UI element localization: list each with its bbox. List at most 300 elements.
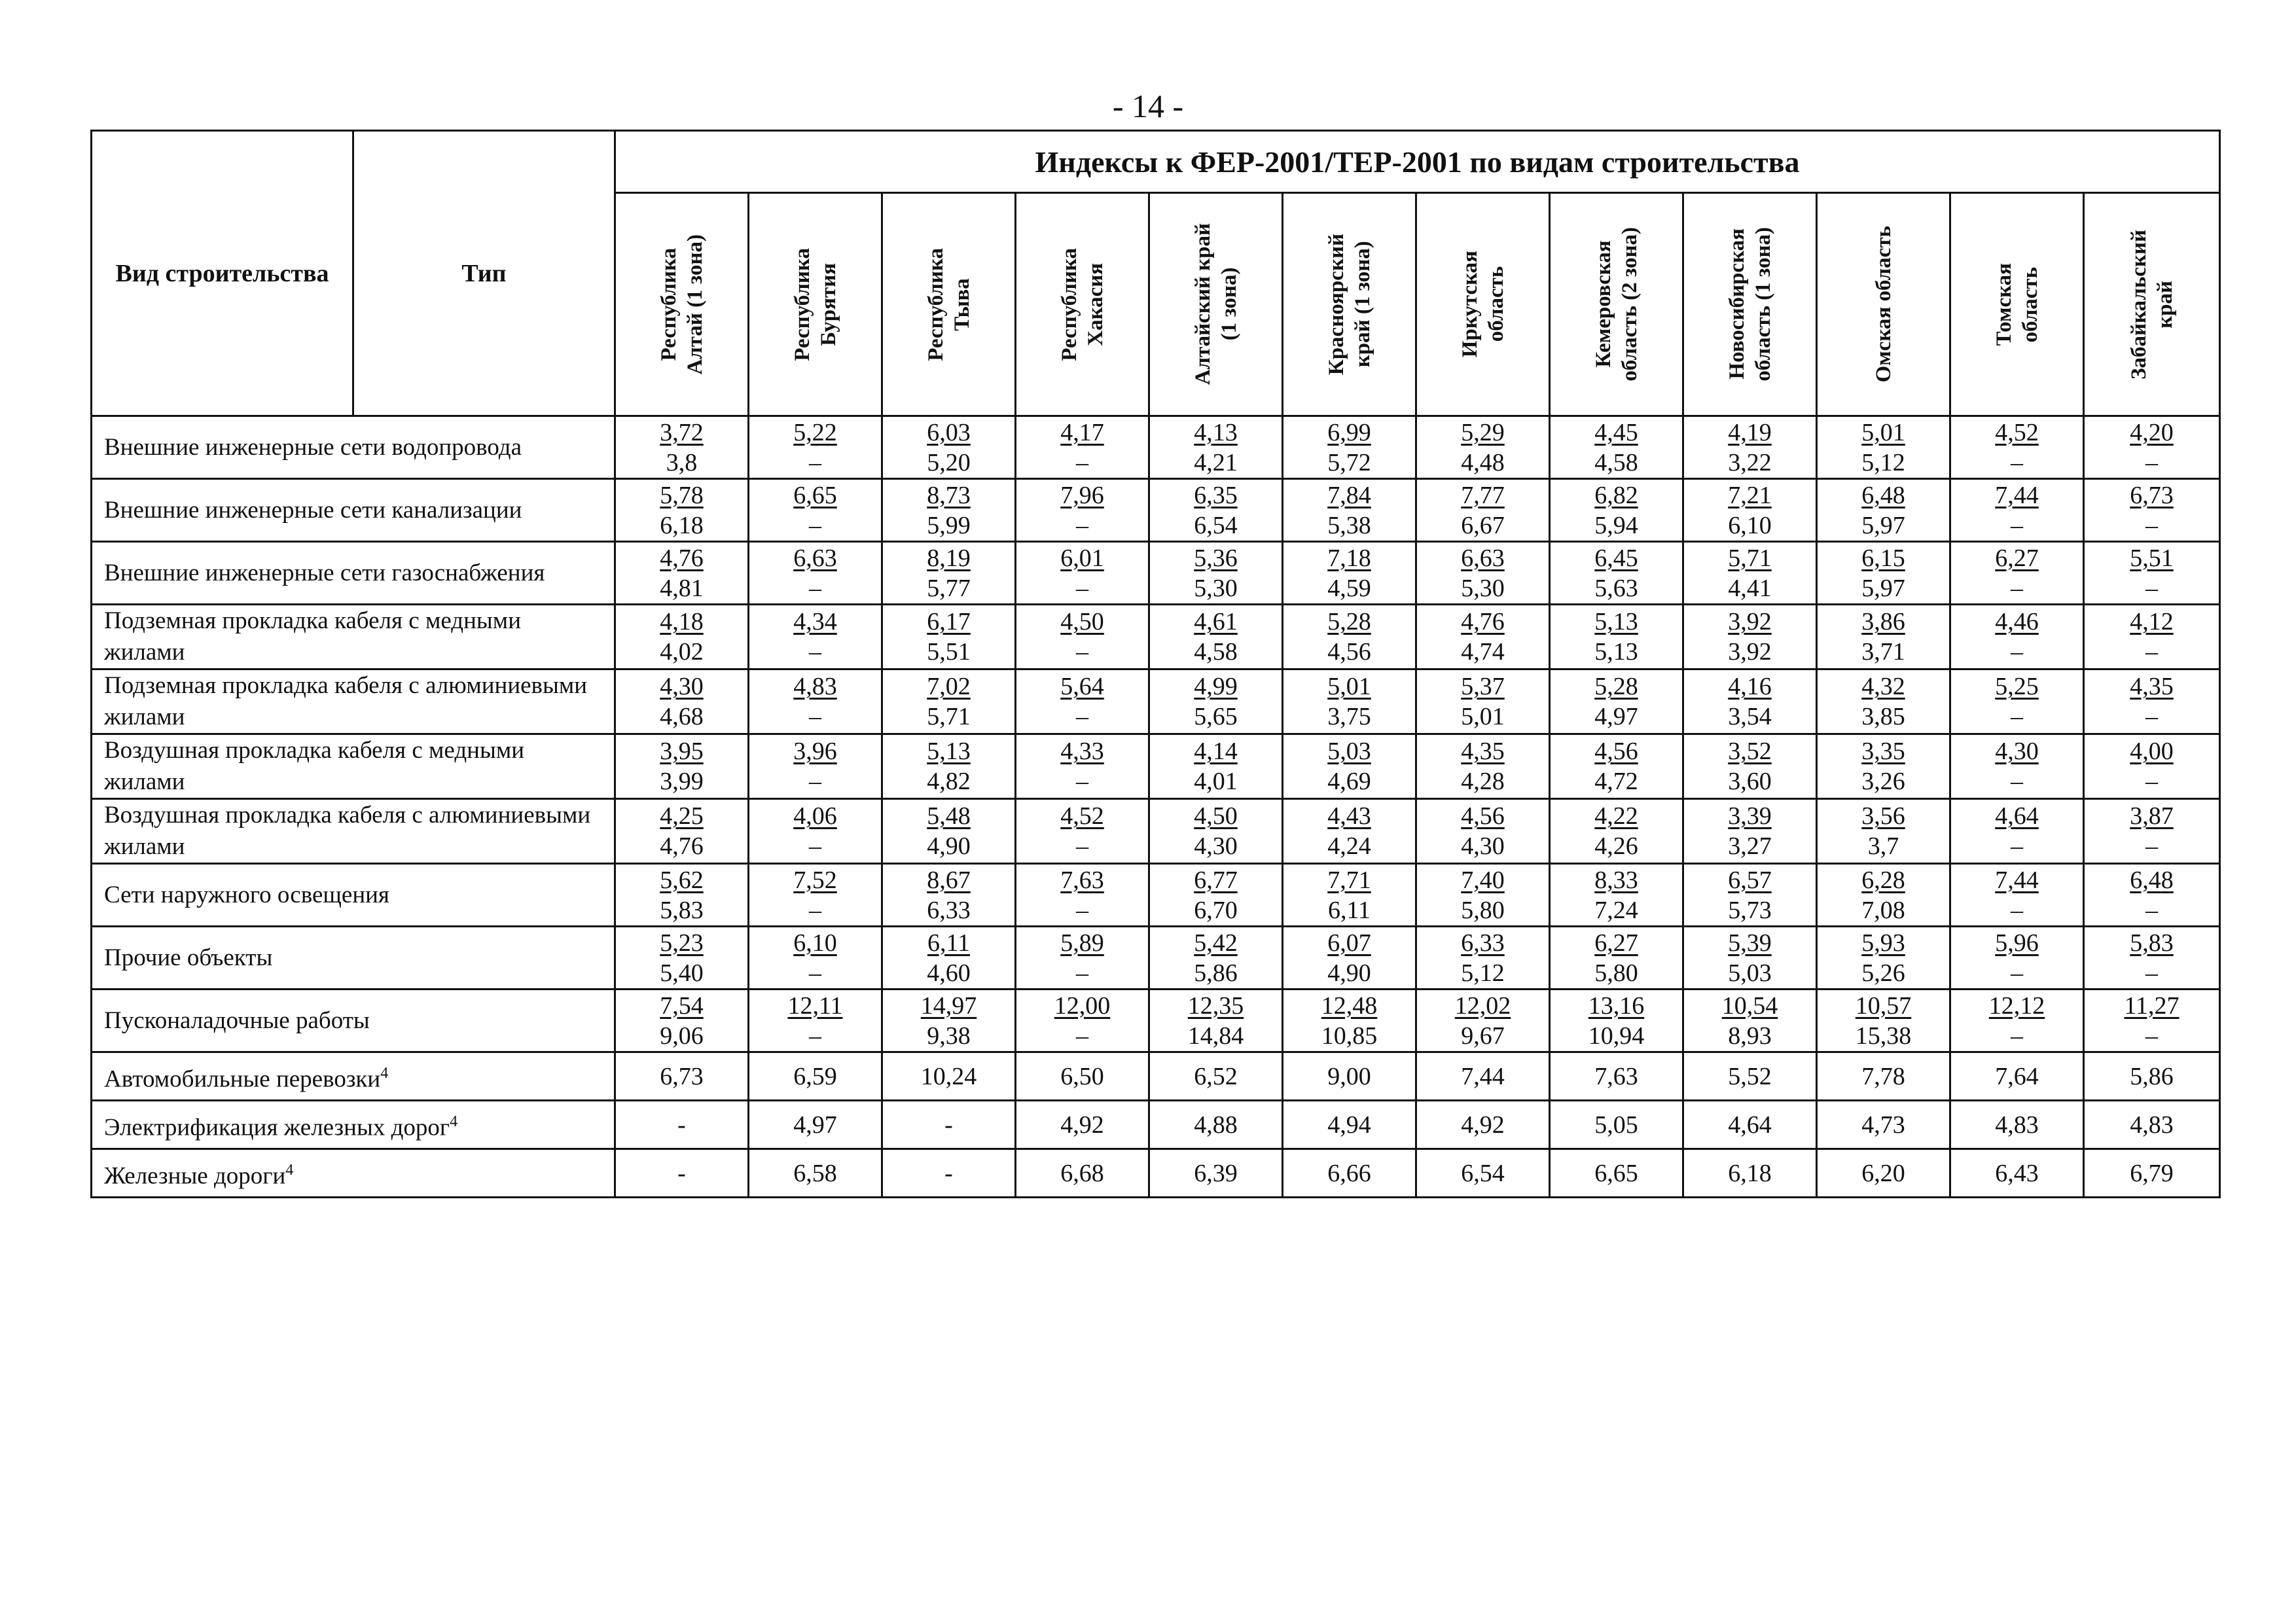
index-value-bottom: – (2011, 1022, 2023, 1050)
index-value-top: 7,44 (1995, 481, 2039, 509)
index-value-bottom: 5,83 (660, 896, 704, 924)
index-cell (1283, 734, 1416, 799)
index-cell (1550, 799, 1683, 864)
region-name: Иркутская область (1458, 251, 1508, 358)
index-value-top: 4,45 (1594, 418, 1638, 446)
index-value-bottom: 4,30 (1194, 832, 1238, 860)
index-value-top: 3,35 (1861, 738, 1905, 765)
index-cell (1550, 416, 1683, 479)
index-cell (1283, 927, 1416, 990)
region-name: Республика Бурятия (790, 247, 840, 361)
index-cell: 6,18 (1683, 1149, 1817, 1198)
index-value-bottom: – (2145, 896, 2158, 924)
index-cell: - (882, 1149, 1016, 1198)
index-value-bottom: 6,10 (1728, 511, 1772, 539)
index-cell: 6,58 (749, 1149, 882, 1198)
index-value-top: 7,18 (1327, 544, 1371, 572)
index-value-top: 5,22 (793, 418, 837, 446)
index-value-top: 7,54 (660, 991, 704, 1020)
index-cell (615, 605, 749, 669)
index-value-top: 7,21 (1728, 481, 1772, 509)
index-value-bottom: 5,97 (1861, 574, 1905, 602)
index-value-bottom: 9,67 (1461, 1022, 1505, 1050)
index-value-bottom: 10,85 (1321, 1022, 1378, 1050)
index-cell (1283, 669, 1416, 734)
index-cell (882, 479, 1016, 542)
index-cell (1950, 416, 2084, 479)
index-cell (615, 416, 749, 479)
index-value-top: 12,00 (1054, 991, 1111, 1020)
index-cell (1817, 990, 1950, 1052)
index-cell (749, 542, 882, 605)
index-value-top: 4,18 (660, 608, 704, 635)
index-value-top: 4,30 (660, 673, 704, 700)
table-row (92, 669, 2220, 734)
index-value-top: 4,99 (1194, 673, 1238, 700)
index-cell: 4,92 (1016, 1101, 1149, 1149)
index-value-bottom: 5,12 (1461, 959, 1505, 987)
index-value-bottom: 7,24 (1594, 896, 1638, 924)
index-value-top: 5,25 (1995, 673, 2039, 700)
index-value-bottom: 9,06 (660, 1022, 704, 1050)
region-header (615, 193, 749, 416)
index-cell (1683, 669, 1817, 734)
index-value-bottom: 5,73 (1728, 896, 1772, 924)
index-value-top: 7,96 (1060, 481, 1104, 509)
index-value-bottom: – (2145, 959, 2158, 987)
row-label: Внешние инженерные сети водопровода (92, 416, 615, 479)
index-cell: 4,83 (1950, 1101, 2084, 1149)
index-cell (1683, 605, 1817, 669)
index-cell (1416, 864, 1550, 927)
index-value-top: 5,51 (2130, 544, 2174, 572)
index-cell (1416, 927, 1550, 990)
region-header (1283, 193, 1416, 416)
row-label-text: Железные дороги (104, 1162, 286, 1190)
index-cell (615, 542, 749, 605)
footnote-mark: 4 (380, 1064, 389, 1082)
region-name: Омская область (1871, 226, 1895, 383)
index-value-top: 6,48 (1861, 481, 1905, 509)
index-value-bottom: 5,97 (1861, 511, 1905, 539)
index-value-top: 7,71 (1327, 866, 1371, 894)
index-value-top: 4,46 (1995, 608, 2039, 635)
index-value-bottom: – (809, 832, 821, 860)
index-cell (1683, 864, 1817, 927)
index-value-bottom: 4,41 (1728, 574, 1772, 602)
index-value-bottom: – (2145, 574, 2158, 602)
index-value-top: 10,57 (1855, 991, 1912, 1020)
index-cell: 9,00 (1283, 1052, 1416, 1101)
index-value-top: 4,19 (1728, 418, 1772, 446)
index-value-top: 5,03 (1327, 738, 1371, 765)
region-name: Забайкальский край (2126, 229, 2177, 380)
index-cell (749, 990, 882, 1052)
index-cell (749, 416, 882, 479)
index-cell (2084, 927, 2220, 990)
index-cell: 6,52 (1149, 1052, 1283, 1101)
index-value-top: 4,32 (1861, 673, 1905, 700)
index-value-top: 7,63 (1060, 866, 1104, 894)
index-value-bottom: 4,76 (660, 832, 704, 860)
index-cell (1817, 605, 1950, 669)
index-value-top: 5,39 (1728, 929, 1772, 957)
index-value-top: 7,02 (927, 673, 971, 700)
index-value-bottom: 4,90 (927, 832, 971, 860)
index-value-top: 4,35 (1461, 738, 1505, 765)
index-cell (749, 927, 882, 990)
index-cell (1149, 416, 1283, 479)
index-value-bottom: – (1076, 511, 1088, 539)
index-value-top: 4,06 (793, 802, 837, 830)
index-value-bottom: – (1076, 638, 1088, 666)
index-value-bottom: – (809, 448, 821, 476)
index-value-bottom: 4,28 (1461, 768, 1505, 795)
index-value-top: 13,16 (1588, 991, 1645, 1020)
index-cell (1016, 479, 1149, 542)
index-value-bottom: 4,56 (1327, 638, 1371, 666)
index-cell (2084, 416, 2220, 479)
index-value-bottom: – (2011, 574, 2023, 602)
index-value-bottom: 5,40 (660, 959, 704, 987)
index-value-top: 4,61 (1194, 608, 1238, 635)
index-cell (1683, 990, 1817, 1052)
index-value-top: 4,43 (1327, 802, 1371, 830)
index-value-top: 6,27 (1995, 544, 2039, 572)
region-name: Республика Хакасия (1057, 247, 1107, 361)
index-value-bottom: 3,85 (1861, 703, 1905, 730)
index-value-bottom: 4,30 (1461, 832, 1505, 860)
index-value-top: 4,13 (1194, 418, 1238, 446)
region-name: Новосибирская область (1 зона) (1725, 227, 1775, 382)
row-label-text: Электрификация железных дорог (104, 1114, 450, 1141)
index-value-bottom: 6,11 (1327, 896, 1371, 924)
region-header (882, 193, 1016, 416)
index-value-bottom: – (1076, 1022, 1088, 1050)
index-value-top: 12,11 (787, 991, 843, 1020)
index-cell (749, 799, 882, 864)
index-cell (882, 864, 1016, 927)
index-value-top: 14,97 (920, 991, 977, 1020)
index-cell: 4,97 (749, 1101, 882, 1149)
index-value-top: 5,48 (927, 802, 971, 830)
index-cell (882, 799, 1016, 864)
index-cell (749, 734, 882, 799)
index-cell (1550, 864, 1683, 927)
index-value-bottom: 4,97 (1594, 703, 1638, 730)
index-value-bottom: – (1076, 448, 1088, 476)
index-cell (1416, 799, 1550, 864)
index-value-top: 6,57 (1728, 866, 1772, 894)
index-value-bottom: 4,82 (927, 768, 971, 795)
row-label: Сети наружного освещения (92, 864, 615, 927)
index-value-top: 3,56 (1861, 802, 1905, 830)
index-value-bottom: – (2145, 511, 2158, 539)
index-value-top: 4,50 (1060, 608, 1104, 635)
index-value-top: 4,76 (660, 544, 704, 572)
index-cell (1950, 927, 2084, 990)
index-cell: 7,44 (1416, 1052, 1550, 1101)
index-cell (1550, 479, 1683, 542)
index-value-bottom: 5,80 (1594, 959, 1638, 987)
index-value-top: 5,01 (1861, 418, 1905, 446)
index-value-top: 4,64 (1995, 802, 2039, 830)
index-value-top: 6,63 (793, 544, 837, 572)
index-value-top: 5,13 (1594, 608, 1638, 635)
index-cell (1416, 734, 1550, 799)
index-value-top: 5,62 (660, 866, 704, 894)
index-value-bottom: 5,38 (1327, 511, 1371, 539)
index-value-bottom: 6,18 (660, 511, 704, 539)
index-value-bottom: 5,51 (927, 638, 971, 666)
region-header (1016, 193, 1149, 416)
region-name: Алтайский край (1 зона) (1191, 223, 1241, 385)
index-cell (1550, 605, 1683, 669)
index-value-top: 3,72 (660, 418, 704, 446)
index-cell (1149, 734, 1283, 799)
index-value-bottom: – (2011, 768, 2023, 795)
region-header (1683, 193, 1817, 416)
index-value-top: 4,83 (793, 673, 837, 700)
index-value-bottom: – (809, 959, 821, 987)
index-value-top: 12,48 (1321, 991, 1378, 1020)
index-value-top: 6,65 (793, 481, 837, 509)
index-cell: 10,24 (882, 1052, 1016, 1101)
index-cell (1950, 864, 2084, 927)
index-cell (882, 927, 1016, 990)
index-value-top: 3,96 (793, 738, 837, 765)
index-value-bottom: 4,24 (1327, 832, 1371, 860)
index-cell: 6,54 (1416, 1149, 1550, 1198)
index-cell (1016, 927, 1149, 990)
index-value-bottom: – (2011, 511, 2023, 539)
index-cell (1149, 605, 1283, 669)
index-value-top: 5,71 (1728, 544, 1772, 572)
index-value-bottom: 4,26 (1594, 832, 1638, 860)
index-value-bottom: – (1076, 896, 1088, 924)
index-value-top: 6,73 (2130, 481, 2174, 509)
index-value-top: 8,19 (927, 544, 971, 572)
index-cell: 4,64 (1683, 1101, 1817, 1149)
index-value-bottom: – (809, 1022, 821, 1050)
index-value-bottom: 8,93 (1728, 1022, 1772, 1050)
index-cell (1016, 416, 1149, 479)
index-cell (1149, 864, 1283, 927)
index-cell (1950, 605, 2084, 669)
index-value-bottom: 3,8 (666, 448, 698, 476)
index-value-top: 5,01 (1327, 673, 1371, 700)
index-value-top: 4,50 (1194, 802, 1238, 830)
index-cell: 4,88 (1149, 1101, 1283, 1149)
index-value-bottom: 7,08 (1861, 896, 1905, 924)
index-value-bottom: 5,65 (1194, 703, 1238, 730)
index-value-top: 4,33 (1060, 738, 1104, 765)
header-indices-title: Индексы к ФЕР-2001/ТЕР-2001 по видам строительства (615, 131, 2220, 193)
index-value-top: 8,67 (927, 866, 971, 894)
index-cell: 6,79 (2084, 1149, 2220, 1198)
index-value-top: 4,76 (1461, 608, 1505, 635)
index-value-bottom: 4,02 (660, 638, 704, 666)
index-cell (2084, 669, 2220, 734)
index-value-bottom: 3,27 (1728, 832, 1772, 860)
index-cell (1817, 479, 1950, 542)
index-value-bottom: 3,54 (1728, 703, 1772, 730)
index-cell: 7,63 (1550, 1052, 1683, 1101)
index-value-bottom: – (2011, 896, 2023, 924)
index-cell (882, 734, 1016, 799)
index-value-bottom: – (809, 638, 821, 666)
index-cell (1416, 605, 1550, 669)
row-label: Прочие объекты (92, 927, 615, 990)
index-value-top: 5,89 (1060, 929, 1104, 957)
index-value-bottom: 15,38 (1855, 1022, 1912, 1050)
region-header (1950, 193, 2084, 416)
index-value-bottom: – (2011, 832, 2023, 860)
index-cell (615, 479, 749, 542)
index-value-top: 6,77 (1194, 866, 1238, 894)
index-value-bottom: 3,26 (1861, 768, 1905, 795)
index-value-top: 5,13 (927, 738, 971, 765)
region-name: Томская область (1992, 262, 2042, 346)
index-value-bottom: 3,99 (660, 768, 704, 795)
page-number: - 14 - (1112, 88, 1184, 124)
index-value-bottom: 6,54 (1194, 511, 1238, 539)
index-cell (1416, 416, 1550, 479)
index-value-bottom: 4,74 (1461, 638, 1505, 666)
footnote-mark: 4 (450, 1113, 458, 1130)
index-value-bottom: 5,03 (1728, 959, 1772, 987)
index-value-top: 5,64 (1060, 673, 1104, 700)
index-value-top: 5,28 (1327, 608, 1371, 635)
index-cell (1149, 479, 1283, 542)
index-value-bottom: – (2145, 703, 2158, 730)
table-row (92, 864, 2220, 927)
index-cell (1283, 542, 1416, 605)
index-value-bottom: – (1076, 832, 1088, 860)
index-cell: 4,83 (2084, 1101, 2220, 1149)
index-value-top: 7,44 (1995, 866, 2039, 894)
index-value-bottom: 4,90 (1327, 959, 1371, 987)
index-value-top: 5,83 (2130, 929, 2174, 957)
index-cell (1283, 479, 1416, 542)
index-cell (1283, 416, 1416, 479)
index-cell (1950, 542, 2084, 605)
index-value-top: 5,42 (1194, 929, 1238, 957)
index-value-top: 3,87 (2130, 802, 2174, 830)
index-cell (615, 669, 749, 734)
index-value-top: 6,17 (927, 608, 971, 635)
index-value-top: 5,37 (1461, 673, 1505, 700)
index-value-top: 6,07 (1327, 929, 1371, 957)
index-value-bottom: 6,67 (1461, 511, 1505, 539)
table-row (92, 1149, 2220, 1198)
index-cell (1817, 669, 1950, 734)
index-value-top: 6,03 (927, 418, 971, 446)
index-value-top: 6,63 (1461, 544, 1505, 572)
table-body (92, 416, 2220, 1198)
index-value-top: 4,25 (660, 802, 704, 830)
index-value-bottom: – (809, 768, 821, 795)
index-cell: 7,64 (1950, 1052, 2084, 1101)
index-cell (1683, 799, 1817, 864)
index-value-bottom: – (1076, 703, 1088, 730)
header-construction-kind: Вид строительства (92, 131, 353, 416)
index-value-bottom: 4,21 (1194, 448, 1238, 476)
index-value-top: 6,11 (927, 929, 971, 957)
index-cell: 7,78 (1817, 1052, 1950, 1101)
region-name: Республика Алтай (1 зона) (656, 234, 707, 375)
index-value-top: 3,92 (1728, 608, 1772, 635)
index-cell (1016, 605, 1149, 669)
index-cell (882, 669, 1016, 734)
index-value-top: 3,52 (1728, 738, 1772, 765)
index-cell (1016, 542, 1149, 605)
index-value-top: 4,12 (2130, 608, 2174, 635)
index-cell: - (615, 1101, 749, 1149)
row-label: Пусконаладочные работы (92, 990, 615, 1052)
index-value-top: 6,35 (1194, 481, 1238, 509)
row-label: Воздушная прокладка кабеля с медными жилами (92, 734, 615, 799)
row-label-text: Автомобильные перевозки (104, 1065, 381, 1093)
index-cell (882, 605, 1016, 669)
table-row (92, 1052, 2220, 1101)
index-cell (1683, 416, 1817, 479)
index-value-top: 7,77 (1461, 481, 1505, 509)
index-value-top: 4,56 (1594, 738, 1638, 765)
index-value-bottom: – (2011, 703, 2023, 730)
index-value-bottom: 5,63 (1594, 574, 1638, 602)
index-value-bottom: 4,58 (1194, 638, 1238, 666)
index-value-top: 10,54 (1721, 991, 1778, 1020)
index-value-bottom: 5,71 (927, 703, 971, 730)
index-cell: 4,94 (1283, 1101, 1416, 1149)
index-cell (749, 669, 882, 734)
index-value-top: 5,23 (660, 929, 704, 957)
index-value-bottom: – (2011, 959, 2023, 987)
index-cell (2084, 864, 2220, 927)
row-label: Внешние инженерные сети газоснабжения (92, 542, 615, 605)
index-value-top: 5,36 (1194, 544, 1238, 572)
index-value-bottom: – (809, 511, 821, 539)
index-value-top: 7,84 (1327, 481, 1371, 509)
index-value-top: 6,99 (1327, 418, 1371, 446)
index-value-bottom: 3,92 (1728, 638, 1772, 666)
row-label (92, 1052, 615, 1101)
index-cell: 6,43 (1950, 1149, 2084, 1198)
table-row (92, 605, 2220, 669)
row-label (92, 1149, 615, 1198)
index-value-bottom: 5,77 (927, 574, 971, 602)
index-cell (1149, 990, 1283, 1052)
index-cell (1817, 416, 1950, 479)
index-value-top: 5,96 (1995, 929, 2039, 957)
index-value-top: 4,52 (1060, 802, 1104, 830)
index-value-top: 12,12 (1988, 991, 2045, 1020)
index-cell (1550, 542, 1683, 605)
index-cell (1016, 734, 1149, 799)
index-value-bottom: 5,12 (1861, 448, 1905, 476)
index-value-top: 7,52 (793, 866, 837, 894)
index-cell (615, 799, 749, 864)
index-cell (1550, 734, 1683, 799)
index-value-top: 5,93 (1861, 929, 1905, 957)
index-value-top: 12,02 (1454, 991, 1511, 1020)
index-cell (882, 990, 1016, 1052)
index-cell (1817, 927, 1950, 990)
row-label: Подземная прокладка кабеля с медными жилами (92, 605, 615, 669)
index-cell (1283, 605, 1416, 669)
index-value-bottom: 4,48 (1461, 448, 1505, 476)
